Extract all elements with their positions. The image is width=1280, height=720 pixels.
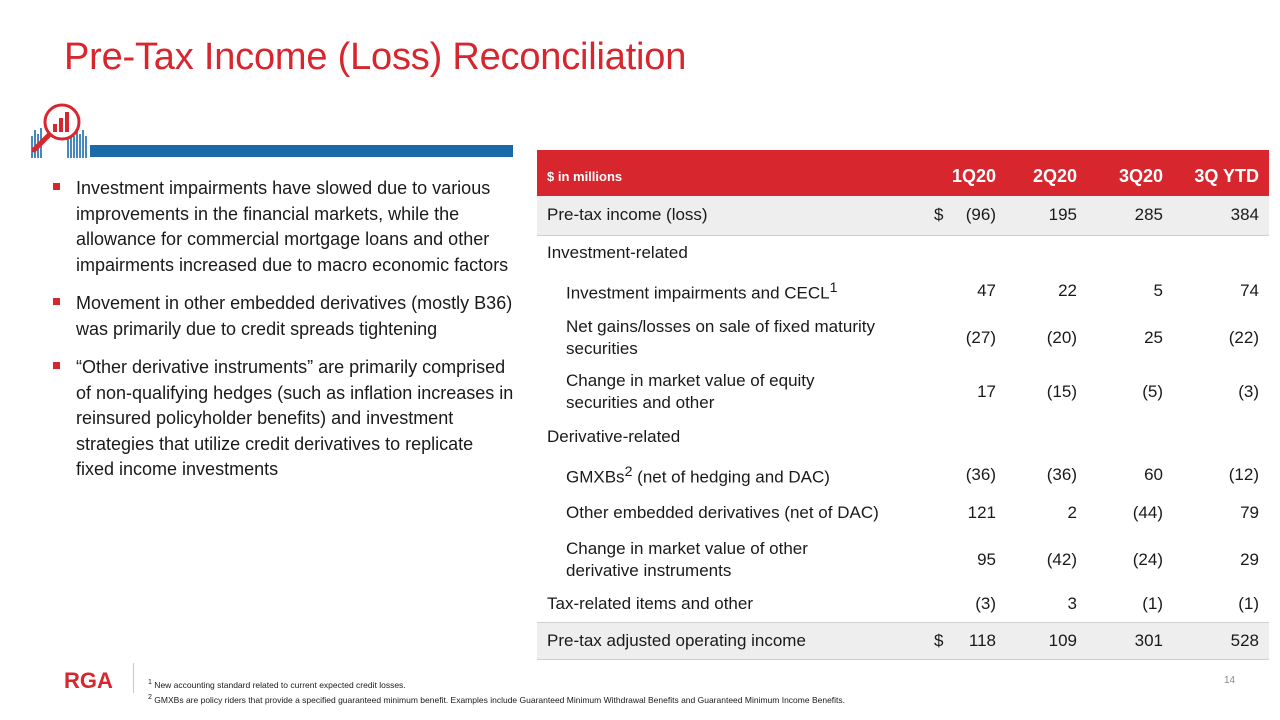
table-cell: (3) — [1238, 382, 1259, 401]
table-cell: 3 — [1067, 594, 1077, 614]
bullet-marker — [53, 183, 60, 190]
cell-value: 118 — [968, 630, 996, 650]
svg-text:RGA: RGA — [64, 669, 113, 691]
row-label: Investment impairments and CECL$^1$ — [566, 279, 838, 303]
table-cell: 384 — [1230, 205, 1259, 225]
currency-symbol: $ — [934, 205, 944, 225]
page-number: 14 — [1224, 675, 1236, 686]
table-cell: (12) — [1228, 464, 1259, 484]
table-cell: (36) — [965, 464, 996, 484]
table-cell: 17 — [977, 382, 996, 401]
table-cell: 2 — [1067, 503, 1077, 522]
bullet-text: Investment impairments have slowed due to various improvements in the financial markets, while the allowance for commercial mortgage loans and other impairments increased due to macro economic factors — [76, 178, 509, 275]
table-cell — [922, 622, 1006, 659]
table-cell: 109 — [1048, 630, 1077, 650]
bullet-item — [52, 355, 514, 483]
footnote: $^1$ New accounting standard related to current expected credit losses. — [148, 678, 406, 690]
table-cell: (1) — [1238, 594, 1259, 614]
row-label: Tax-related items and other — [547, 594, 753, 614]
currency-symbol: $ — [934, 630, 944, 650]
row-label: Net gains/losses on sale of fixed maturity securities — [566, 316, 875, 358]
table-cell: 22 — [1058, 280, 1077, 300]
table-row — [537, 310, 1269, 365]
section-rule — [90, 145, 513, 157]
table-cell: 95 — [977, 549, 996, 569]
page-title: Pre-Tax Income (Loss) Reconciliation — [64, 36, 687, 78]
column-header: 3Q20 — [1118, 165, 1163, 186]
table-row — [537, 196, 1269, 235]
bullet-list — [52, 176, 514, 496]
column-header: 2Q20 — [1032, 165, 1077, 186]
footnote-ref: 2 — [624, 463, 633, 480]
table-cell: 29 — [1240, 549, 1259, 569]
section-row — [537, 235, 1269, 271]
table-cell: 195 — [1048, 205, 1077, 225]
row-label: Pre-tax income (loss) — [547, 205, 708, 225]
footnotes — [148, 676, 845, 706]
table-cell: (15) — [1046, 382, 1077, 401]
table-header-row — [537, 150, 1269, 196]
bullet-marker — [53, 362, 60, 369]
table-cell: (3) — [975, 594, 996, 614]
units-label: $ in millions — [547, 168, 623, 184]
table-cell: (1) — [1142, 594, 1163, 614]
table-cell: (36) — [1046, 464, 1077, 484]
table-cell: 528 — [1230, 630, 1259, 650]
row-label: Pre-tax adjusted operating income — [547, 630, 806, 650]
table-cell: 121 — [967, 503, 996, 522]
cell-value: (96) — [965, 205, 996, 225]
footnote: $^2$ GMXBs are policy riders that provide a specified guaranteed minimum benefit. Examples include Guaranteed Minimum Withdrawal Benefits and Guaranteed Minimum Income Benefits. — [148, 692, 846, 705]
section-label: Derivative-related — [547, 427, 681, 446]
table-cell: 5 — [1153, 280, 1163, 300]
footer-divider — [133, 663, 134, 693]
table-cell: 47 — [977, 280, 996, 300]
total-row — [537, 622, 1269, 659]
bullet-text: Movement in other embedded derivatives (mostly B36) was primarily due to credit spreads tightening — [76, 293, 513, 339]
section-row — [537, 419, 1269, 455]
table-cell: 285 — [1134, 205, 1163, 225]
bullet-item — [52, 176, 514, 278]
reconciliation-table — [537, 150, 1269, 660]
table-cell: 25 — [1144, 327, 1163, 347]
bar-chart-magnifier-icon — [26, 98, 90, 162]
table-cell: 301 — [1134, 630, 1163, 650]
rga-logo — [64, 669, 122, 691]
row-label: Change in market value of equity securities and other — [566, 371, 815, 412]
table-row — [537, 587, 1269, 622]
table-row — [537, 365, 1269, 419]
table-cell: (20) — [1046, 327, 1077, 347]
table-cell: (5) — [1142, 382, 1163, 401]
table-cell: 79 — [1240, 503, 1259, 522]
column-header: 1Q20 — [951, 165, 996, 186]
table-cell: 60 — [1144, 464, 1163, 484]
table-cell: 74 — [1240, 280, 1259, 300]
bullet-item — [52, 291, 514, 342]
table-row — [537, 494, 1269, 532]
table-row — [537, 532, 1269, 587]
row-label: Change in market value of other derivative instruments — [566, 538, 808, 580]
table-cell: (22) — [1228, 327, 1259, 347]
table-row — [537, 271, 1269, 310]
section-label: Investment-related — [547, 243, 688, 263]
table-row — [537, 455, 1269, 494]
table-cell — [922, 196, 1006, 235]
table-cell: (24) — [1132, 549, 1163, 569]
row-label: Other embedded derivatives (net of DAC) — [566, 503, 879, 522]
table-cell: (27) — [965, 327, 996, 347]
table-cell: (44) — [1132, 503, 1163, 522]
footnote-ref: 1 — [829, 279, 838, 296]
row-label: GMXBs$^2$ (net of hedging and DAC) — [566, 463, 830, 487]
bullet-marker — [53, 298, 60, 305]
table-cell: (42) — [1046, 549, 1077, 569]
column-header: 3Q YTD — [1194, 165, 1259, 186]
bullet-text: “Other derivative instruments” are primarily comprised of non-qualifying hedges (such as inflation increases in reinsured policyholder benefits) and investment strategies that utilize credit derivatives to replicate fixed income investments — [76, 357, 514, 479]
